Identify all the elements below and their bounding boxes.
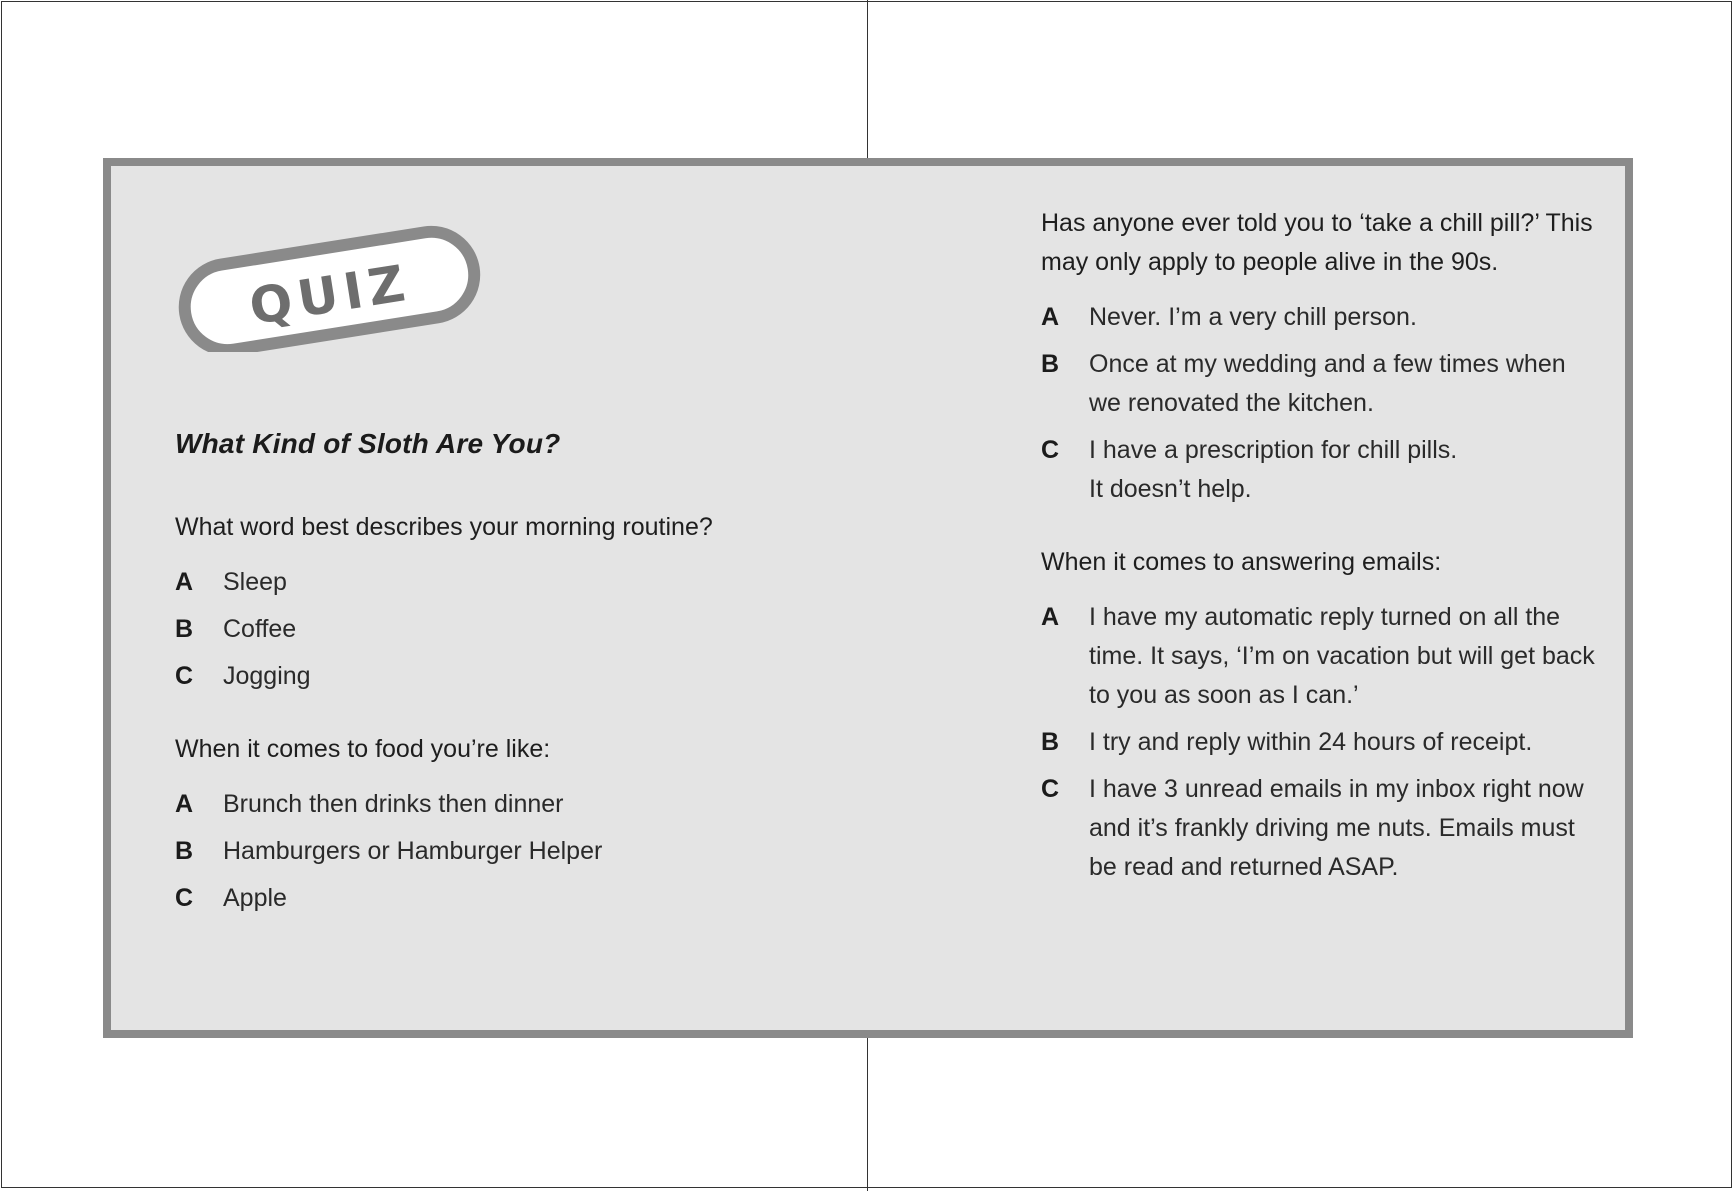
answer-letter: B <box>175 615 194 643</box>
answer-option <box>175 563 735 602</box>
question-text: Has anyone ever told you to ‘take a chill pill?’ This may only apply to people alive in the 90s. <box>1041 209 1593 276</box>
answer-text: I have 3 unread emails in my inbox right now and it’s frankly driving me nuts. Emails must be read and returned ASAP. <box>1089 775 1584 881</box>
answer-option <box>175 785 735 824</box>
answer-option <box>1041 298 1601 337</box>
answer-letter: B <box>175 837 194 865</box>
answer-text: Apple <box>223 884 287 912</box>
answer-letter: A <box>1041 303 1060 331</box>
question-text: What word best describes your morning routine? <box>175 513 713 541</box>
answer-text: Sleep <box>223 568 287 596</box>
answer-option <box>175 832 735 871</box>
answer-list <box>1041 598 1601 887</box>
answer-option <box>1041 598 1601 715</box>
answer-text: I try and reply within 24 hours of receipt. <box>1089 728 1533 756</box>
quiz-box <box>103 158 1633 1038</box>
answer-option <box>1041 723 1601 762</box>
answer-list <box>175 785 735 918</box>
answer-text: I have a prescription for chill pills. It doesn’t help. <box>1089 436 1458 503</box>
answer-letter: B <box>1041 350 1060 378</box>
answer-text: Jogging <box>223 662 311 690</box>
answer-option <box>1041 770 1601 887</box>
answer-text: Coffee <box>223 615 297 643</box>
answer-letter: C <box>175 662 194 690</box>
answer-text: Never. I’m a very chill person. <box>1089 303 1417 331</box>
answer-letter: A <box>1041 603 1060 631</box>
answer-option <box>1041 345 1601 423</box>
answer-text: Hamburgers or Hamburger Helper <box>223 837 603 865</box>
question-text: When it comes to answering emails: <box>1041 548 1442 576</box>
right-column <box>1041 204 1601 921</box>
answer-letter: C <box>175 884 194 912</box>
answer-text: Once at my wedding and a few times when we renovated the kitchen. <box>1089 350 1566 417</box>
answer-option <box>1041 431 1601 509</box>
quiz-badge <box>169 224 489 352</box>
answer-option <box>175 657 735 696</box>
answer-letter: A <box>175 790 194 818</box>
answer-text: Brunch then drinks then dinner <box>223 790 564 818</box>
answer-option <box>175 879 735 918</box>
answer-letter: A <box>175 568 194 596</box>
answer-letter: C <box>1041 775 1060 803</box>
quiz-badge-label: QUIZ <box>245 253 415 337</box>
answer-text: I have my automatic reply turned on all the time. It says, ‘I’m on vacation but will get back to you as soon as I can.’ <box>1089 603 1595 709</box>
answer-list <box>175 563 735 696</box>
answer-letter: C <box>1041 436 1060 464</box>
answer-letter: B <box>1041 728 1060 756</box>
answer-option <box>175 610 735 649</box>
quiz-title: What Kind of Sloth Are You? <box>175 428 561 459</box>
left-column <box>175 508 735 952</box>
question-text: When it comes to food you’re like: <box>175 735 551 763</box>
answer-list <box>1041 298 1601 509</box>
